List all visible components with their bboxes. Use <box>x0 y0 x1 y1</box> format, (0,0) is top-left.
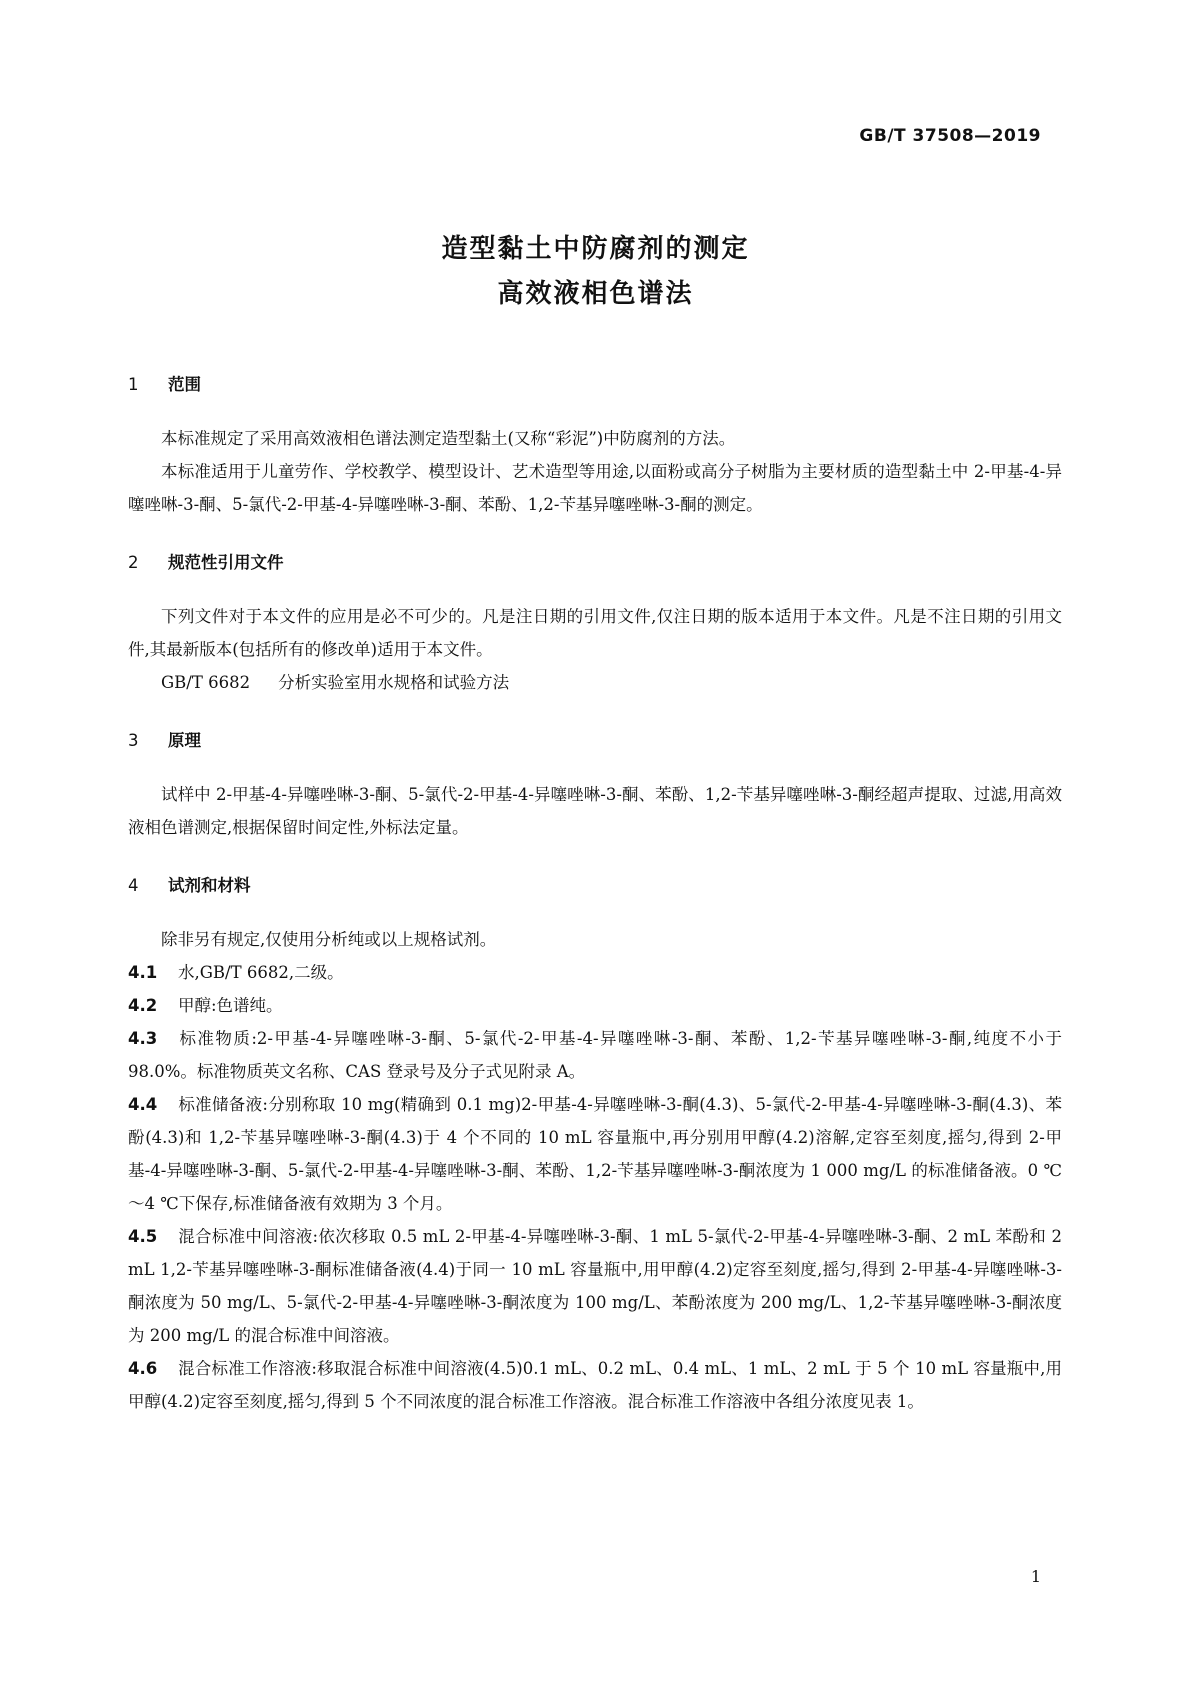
paragraph: 下列文件对于本文件的应用是必不可少的。凡是注日期的引用文件,仅注日期的版本适用于本文件。凡是不注日期的引用文件,其最新版本(包括所有的修改单)适用于本文件。 <box>128 607 1062 659</box>
section-heading-scope <box>128 368 1062 401</box>
paragraph: 本标准适用于儿童劳作、学校教学、模型设计、艺术造型等用途,以面粉或高分子树脂为主要材质的造型黏土中 2-甲基-4-异噻唑啉-3-酮、5-氯代-2-甲基-4-异噻唑啉-3-酮、苯酚、1,2-苄基异噻唑啉-3-酮的测定。 <box>128 462 1062 514</box>
page-number: 1 <box>1030 1567 1041 1586</box>
section-title: 范围 <box>168 375 201 394</box>
section-title: 试剂和材料 <box>168 876 251 895</box>
section-number: 4 <box>128 876 139 895</box>
document-body <box>128 368 1062 1418</box>
section-heading-normative-references <box>128 546 1062 579</box>
item-text: 水,GB/T 6682,二级。 <box>178 963 344 982</box>
item-text: 甲醇:色谱纯。 <box>178 996 283 1015</box>
item-number: 4.6 <box>128 1359 158 1378</box>
item-text: 混合标准工作溶液:移取混合标准中间溶液(4.5)0.1 mL、0.2 mL、0.4 mL、1 mL、2 mL 于 5 个 10 mL 容量瓶中,用甲醇(4.2)定容至刻度,摇匀,得到 5 个不同浓度的混合标准工作溶液。混合标准工作溶液中各组分浓度见表 1。 <box>128 1359 1062 1411</box>
list-item <box>128 1088 1062 1220</box>
section-number: 1 <box>128 375 139 394</box>
item-number: 4.2 <box>128 996 158 1015</box>
item-text: 混合标准中间溶液:依次移取 0.5 mL 2-甲基-4-异噻唑啉-3-酮、1 mL 5-氯代-2-甲基-4-异噻唑啉-3-酮、2 mL 苯酚和 2 mL 1,2-苄基异噻唑啉-3-酮标准储备液(4.4)于同一 10 mL 容量瓶中,用甲醇(4.2)定容至刻度,摇匀,得到 2-甲基-4-异噻唑啉-3-酮浓度为 50 mg/L、5-氯代-2-甲基-4-异噻唑啉-3-酮浓度为 100 mg/L、苯酚浓度为 200 mg/L、1,2-苄基异噻唑啉-3-酮浓度为 200 mg/L 的混合标准中间溶液。 <box>128 1227 1062 1345</box>
document-title: 造型黏土中防腐剂的测定 <box>441 234 750 264</box>
paragraph: 除非另有规定,仅使用分析纯或以上规格试剂。 <box>161 930 497 949</box>
item-number: 4.4 <box>128 1095 158 1114</box>
section-title: 原理 <box>168 731 201 750</box>
section-title: 规范性引用文件 <box>168 553 284 572</box>
item-number: 4.1 <box>128 963 158 982</box>
list-item <box>128 956 1062 989</box>
paragraph: 本标准规定了采用高效液相色谱法测定造型黏土(又称“彩泥”)中防腐剂的方法。 <box>161 429 736 448</box>
item-text: 标准储备液:分别称取 10 mg(精确到 0.1 mg)2-甲基-4-异噻唑啉-3-酮(4.3)、5-氯代-2-甲基-4-异噻唑啉-3-酮(4.3)、苯酚(4.3)和 1,2-苄基异噻唑啉-3-酮(4.3)于 4 个不同的 10 mL 容量瓶中,再分别用甲醇(4.2)溶解,定容至刻度,摇匀,得到 2-甲基-4-异噻唑啉-3-酮、5-氯代-2-甲基-4-异噻唑啉-3-酮、苯酚、1,2-苄基异噻唑啉-3-酮浓度为 1 000 mg/L 的标准储备液。0 ℃～4 ℃下保存,标准储备液有效期为 3 个月。 <box>128 1095 1062 1213</box>
section-number: 3 <box>128 731 139 750</box>
standard-code: GB/T 37508—2019 <box>859 126 1041 146</box>
item-number: 4.5 <box>128 1227 158 1246</box>
section-heading-reagents <box>128 869 1062 902</box>
list-item <box>128 1220 1062 1352</box>
list-item <box>128 1022 1062 1088</box>
list-item <box>128 1352 1062 1418</box>
item-number: 4.3 <box>128 1029 158 1048</box>
section-heading-principle <box>128 724 1062 757</box>
item-text: 标准物质:2-甲基-4-异噻唑啉-3-酮、5-氯代-2-甲基-4-异噻唑啉-3-酮、苯酚、1,2-苄基异噻唑啉-3-酮,纯度不小于 98.0%。标准物质英文名称、CAS 登录号及分子式见附录 A。 <box>128 1029 1062 1081</box>
reference-entry <box>128 666 1062 699</box>
section-number: 2 <box>128 553 139 572</box>
list-item <box>128 989 1062 1022</box>
paragraph: 试样中 2-甲基-4-异噻唑啉-3-酮、5-氯代-2-甲基-4-异噻唑啉-3-酮、苯酚、1,2-苄基异噻唑啉-3-酮经超声提取、过滤,用高效液相色谱测定,根据保留时间定性,外标法定量。 <box>128 785 1062 837</box>
reference-title: 分析实验室用水规格和试验方法 <box>278 673 510 692</box>
document-subtitle: 高效液相色谱法 <box>497 279 694 309</box>
reference-code: GB/T 6682 <box>161 673 251 692</box>
